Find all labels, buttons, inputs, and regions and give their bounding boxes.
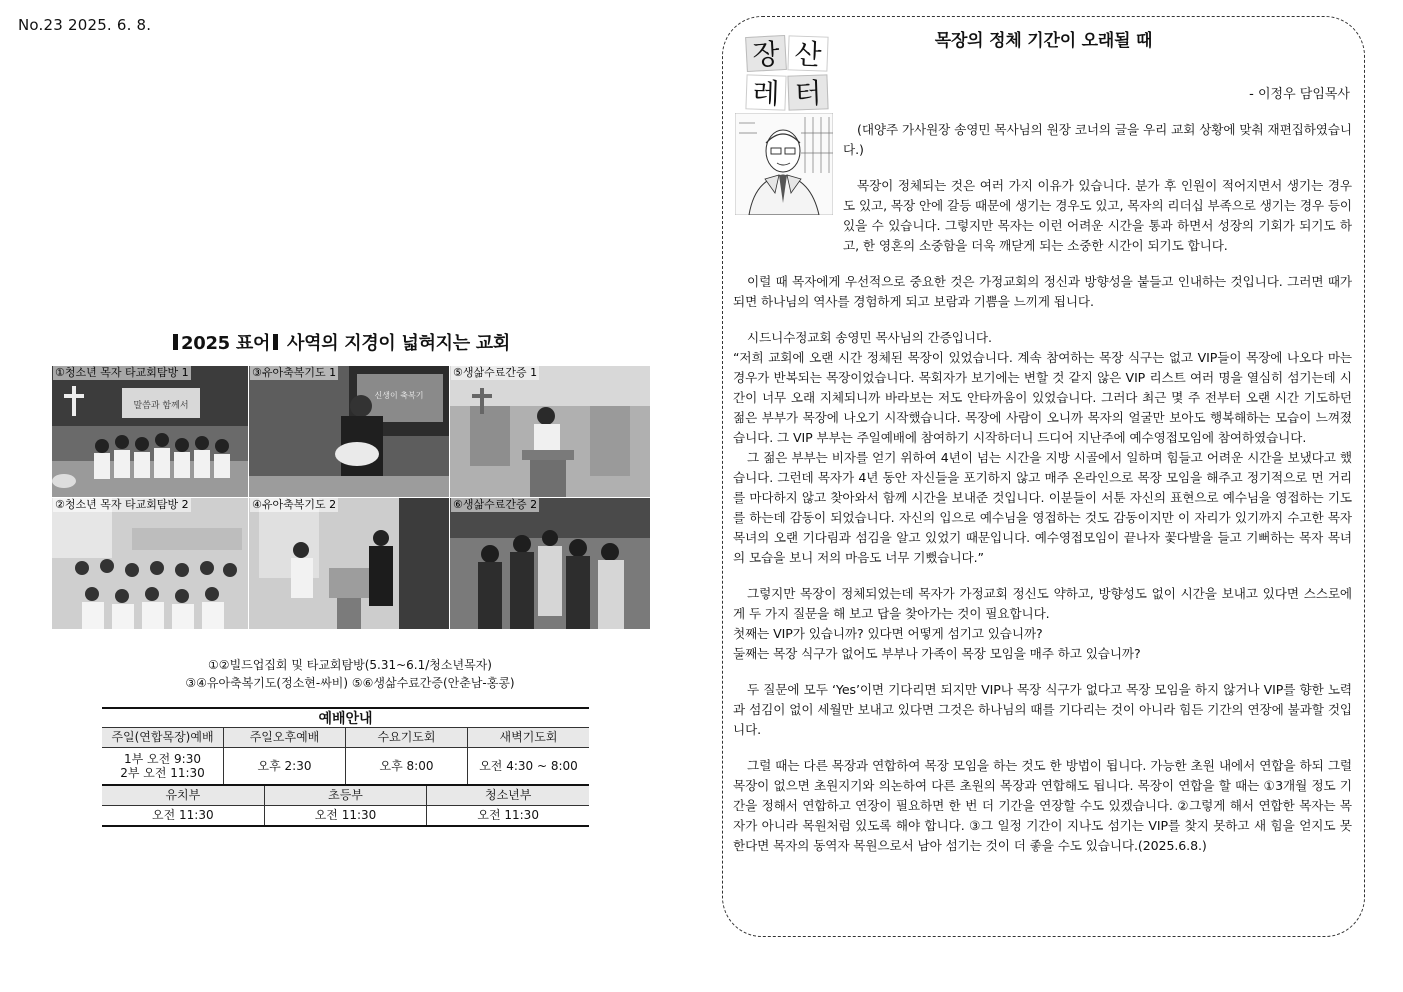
schedule-value-row-2 <box>102 805 589 827</box>
photo-image <box>450 498 650 629</box>
logo-char: 장 <box>745 35 787 72</box>
photo-captions <box>100 656 600 692</box>
photo-image <box>249 366 449 497</box>
photo-testimony-2 <box>450 498 650 629</box>
logo-char: 산 <box>787 35 828 71</box>
paragraph: 그렇지만 목장이 정체되었는데 목자가 가정교회 정신도 약하고, 방향성도 없이 시간을 보내고 있다면 스스로에게 두 가지 질문을 해 보고 답을 찾아가는 것이 필요합니다. <box>733 586 1352 621</box>
letter-title: 목장의 정체 기간이 오래될 때 <box>934 31 1153 51</box>
section-title-text: 사역의 지경이 넓혀지는 교회 <box>287 333 510 354</box>
schedule-value-text: 1부 오전 9:30 2부 오전 11:30 <box>120 752 205 780</box>
paragraph: 두 질문에 모두 ‘Yes’이면 기다리면 되지만 VIP나 목장 식구가 없다고 목장 모임을 하지 않거나 VIP를 향한 노력과 섬김이 없이 세월만 보내고 있다면 그것은 하나님의 때를 기다리는 것이 아니라 힘든 기간의 연장에 불과할 것입니다. <box>733 682 1352 737</box>
section-title <box>170 329 510 355</box>
photo-youth-visit-2 <box>52 498 248 629</box>
logo-char: 터 <box>787 74 828 110</box>
schedule-value <box>102 748 223 784</box>
letter-body <box>733 120 1352 856</box>
photo-infant-blessing-2 <box>249 498 449 629</box>
schedule-value: 오후 2:30 <box>223 748 345 784</box>
issue-number-date: No.23 2025. 6. 8. <box>18 16 152 34</box>
jangsan-letter-logo <box>744 36 832 112</box>
paragraph: 목장이 정체되는 것은 여러 가지 이유가 있습니다. 분가 후 인원이 적어지면서 생기는 경우도 있고, 목장 안에 갈등 때문에 생기는 경우도 있고, 목자의 리더십 부족으로 생기는 경우 등이 있을 수 있습니다. 그렇지만 목자는 이런 어려운 시간을 통과 하면서 성장의 기회가 되기도 하고, 한 영혼의 소중함을 더욱 깨닫게 되는 소중한 시간이 되기도 합니다. <box>843 178 1352 253</box>
photo-caption: ④유아축복기도 2 <box>252 498 337 511</box>
schedule-header-row-2 <box>102 784 589 805</box>
schedule-header: 새벽기도회 <box>467 728 589 747</box>
photo-banner-text: 말씀과 함께서 <box>133 401 189 411</box>
photo-image <box>52 498 248 629</box>
photo-infant-blessing-1 <box>249 366 449 497</box>
schedule-header: 주일오후예배 <box>223 728 345 747</box>
letter-author: - 이정우 담임목사 <box>1249 87 1350 102</box>
photo-banner-text: 신생이 축복기 <box>374 391 424 400</box>
question-1: 첫째는 VIP가 있습니까? 있다면 어떻게 섬기고 있습니까? <box>733 626 1043 641</box>
schedule-header: 주일(연합목장)예배 <box>102 728 223 747</box>
paragraph-testimony: “저희 교회에 오랜 시간 정체된 목장이 있었습니다. 계속 참여하는 목장 식구는 없고 VIP들이 목장에 나오다 마는 경우가 반복되는 목장이었습니다. 목회자가 보기에는 변할 것 같지 않은 VIP 리스트 여러 명을 열심히 섬기는데 시간이 너무 오래 지체되니까 바라보는 저도 안타까움이 있었습니다. 그러다 최근 몇 주 전부터 오랜 시간 기도하던 젊은 부부가 목장에 나오기 시작했습니다. 목장에 사람이 오니까 목자의 얼굴만 보아도 행복해하는 모습이 느껴졌습니다. 그 VIP 부부는 주일예배에 참여하기 시작하더니 드디어 지난주에 예수영접모임에 참여하였습니다. <box>733 350 1352 445</box>
title-bar-left <box>173 334 178 350</box>
worship-schedule <box>102 707 589 827</box>
schedule-value: 오전 11:30 <box>152 808 214 822</box>
schedule-header: 초등부 <box>264 786 427 805</box>
photo-image <box>52 366 248 497</box>
caption-line-1: ①②빌드업집회 및 타교회탐방(5.31~6.1/청소년목자) <box>208 658 492 672</box>
paragraph: 시드니수정교회 송영민 목사님의 간증입니다. <box>747 330 992 345</box>
schedule-value-row <box>102 747 589 784</box>
paragraph-closing: 그럴 때는 다른 목장과 연합하여 목장 모임을 하는 것도 한 방법이 됩니다. 가능한 초원 내에서 연합을 하되 그럴 목장이 없으면 초원지기와 의논하여 다른 초원의 목장과 연합해도 됩니다. 목장이 연합을 할 때는 ①3개월 정도 기간을 정해서 연합하고 연장이 필요하면 한 번 더 기간을 연장할 수도 있겠습니다. ②그렇게 해서 연합한 목자는 목자가 아니라 목원처럼 있도록 해야 합니다. ③그 일정 기간이 지나도 섬기는 VIP를 찾지 못하고 새 힘을 얻지도 못한다면 목자의 동역자 목원으로서 남아 섬기는 것이 더 좋을 수도 있습니다.(2025.6.8.) <box>733 758 1352 853</box>
photo-caption: ②청소년 목자 타교회탐방 2 <box>55 498 189 511</box>
schedule-title: 예배안내 <box>102 707 589 727</box>
schedule-header: 유치부 <box>102 786 264 805</box>
section-title-year: 2025 표어 <box>181 333 271 354</box>
schedule-value: 오전 11:30 <box>264 806 427 825</box>
caption-line-2: ③④유아축복기도(정소현-싸비) ⑤⑥생삶수료간증(안춘남-홍콩) <box>185 676 515 690</box>
logo-char: 레 <box>745 74 786 110</box>
photo-caption: ⑤생삶수료간증 1 <box>453 366 538 379</box>
paragraph-intro: (대양주 가사원장 송영민 목사님의 원장 코너의 글을 우리 교회 상황에 맞춰 재편집하였습니다.) <box>843 122 1352 157</box>
schedule-header: 청소년부 <box>426 786 589 805</box>
schedule-header-row <box>102 727 589 747</box>
photo-image <box>249 498 449 629</box>
title-bar-right <box>273 334 278 350</box>
photo-youth-visit-1 <box>52 366 248 497</box>
schedule-value: 오전 11:30 <box>426 806 589 825</box>
photo-image <box>450 366 650 497</box>
photo-grid <box>52 366 650 629</box>
portrait-spacer <box>733 120 843 252</box>
schedule-value: 오전 4:30 ~ 8:00 <box>467 748 589 784</box>
photo-caption: ③유아축복기도 1 <box>252 366 337 379</box>
question-2: 둘째는 목장 식구가 없어도 부부나 가족이 목장 모임을 매주 하고 있습니까? <box>733 646 1141 661</box>
paragraph: 이럴 때 목자에게 우선적으로 중요한 것은 가정교회의 정신과 방향성을 붙들고 인내하는 것입니다. 그러면 때가 되면 하나님의 역사를 경험하게 되고 보람과 기쁨을 느끼게 됩니다. <box>733 274 1352 309</box>
photo-caption: ①청소년 목자 타교회탐방 1 <box>55 366 189 379</box>
paragraph-testimony-2: 그 젊은 부부는 비자를 얻기 위하여 4년이 넘는 시간을 지방 시골에서 일하며 힘들고 어려운 시간을 보냈다고 했습니다. 그런데 목자가 4년 동안 자신들을 포기하지 않고 매주 온라인으로 목장 모임을 해주고 정기적으로 먼 거리를 마다하지 않고 찾아와서 함께 시간을 보내준 것입니다. 이분들이 서툰 자신의 표현으로 예수님을 영접하는 기도를 하는데 감동이 되었습니다. 자신의 입으로 예수님을 영접하는 것도 감동이지만 이 자리가 있기까지 수고한 목자 목녀의 오랜 기다림과 섬김을 알고 있었기 때문입니다. 예수영접모임이 끝나자 꽃다발을 들고 기뻐하는 목자 목녀의 모습을 보니 저의 마음도 너무 기뻤습니다.” <box>733 450 1352 565</box>
photo-caption: ⑥생삶수료간증 2 <box>453 498 538 511</box>
schedule-value: 오후 8:00 <box>345 748 467 784</box>
photo-testimony-1 <box>450 366 650 497</box>
schedule-header: 수요기도회 <box>345 728 467 747</box>
